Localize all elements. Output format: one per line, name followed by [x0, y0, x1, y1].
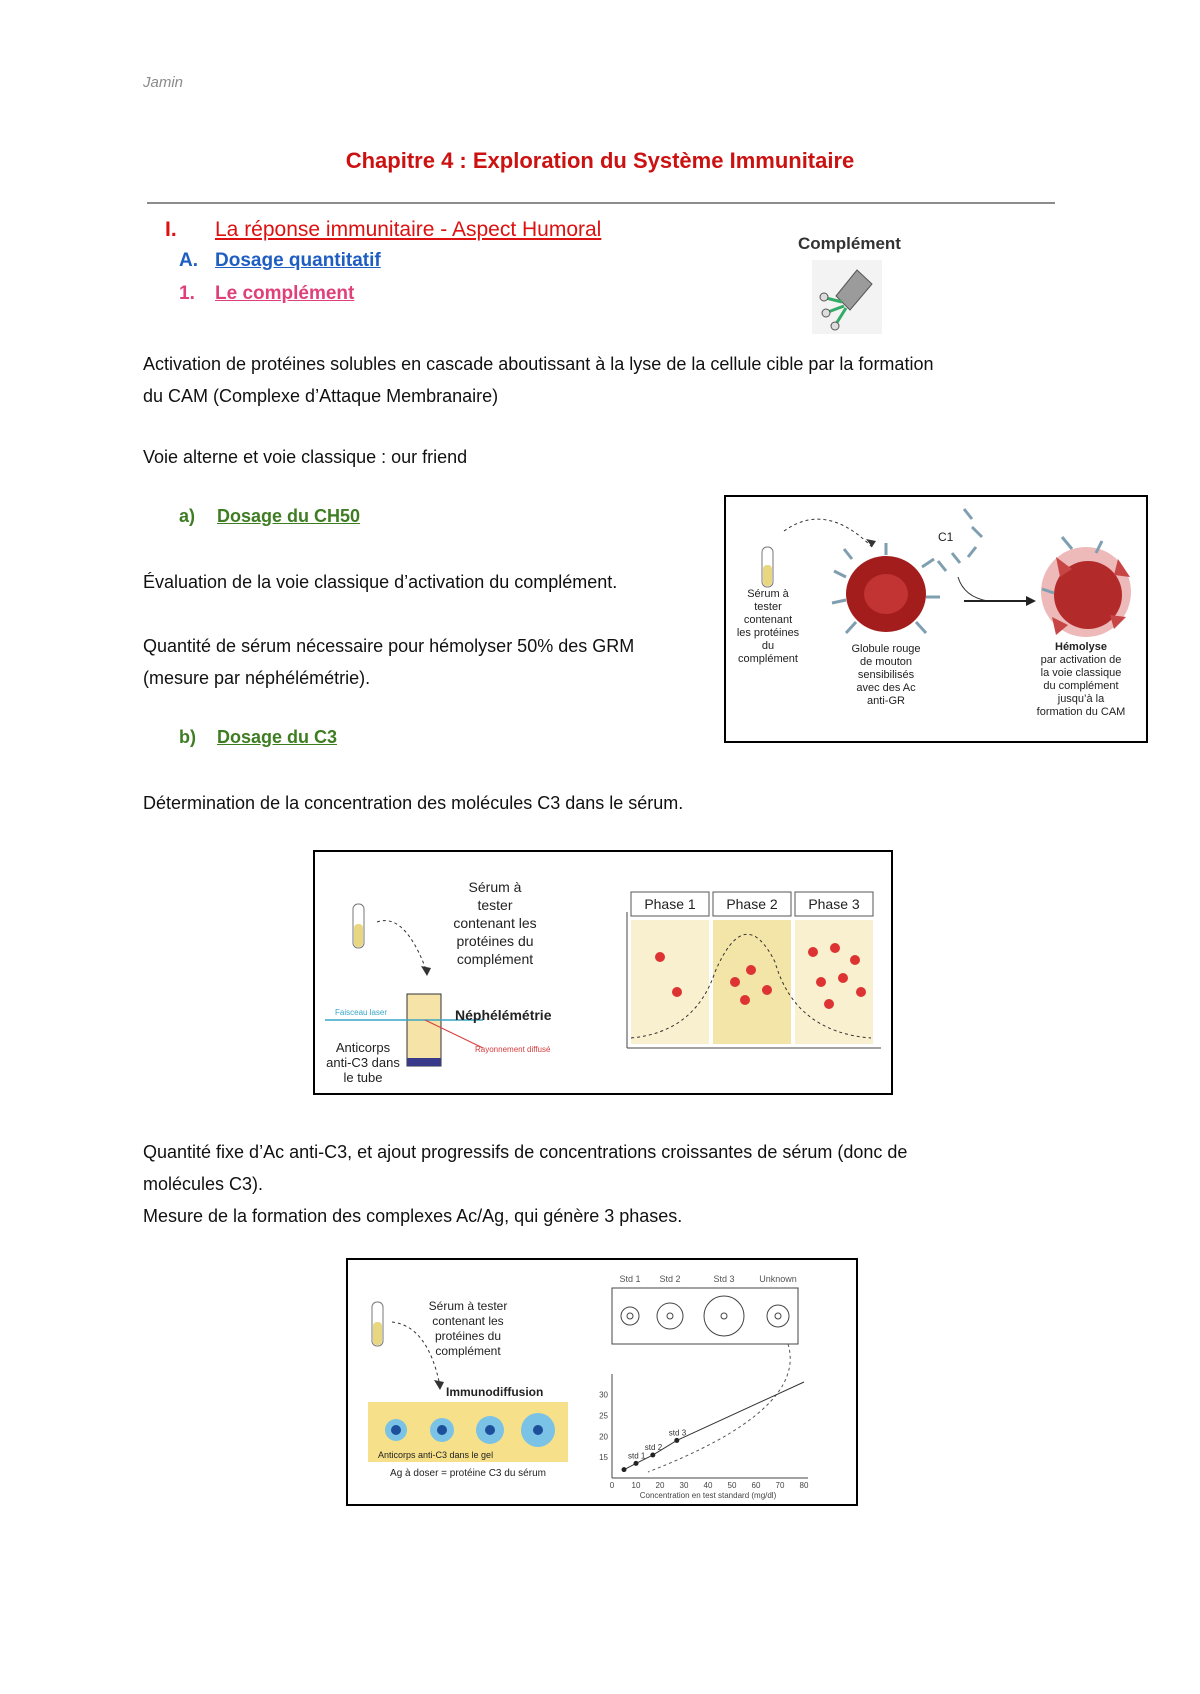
- chart-y-tick-label: 25: [599, 1411, 608, 1421]
- standard-curve-chart: [599, 1374, 809, 1500]
- author-name: Jamin: [143, 74, 184, 91]
- chart-y-tick-label: 15: [599, 1453, 608, 1463]
- figure1-serum-line: tester: [754, 601, 782, 613]
- chart-data-point: [634, 1461, 639, 1466]
- figure1-globule-line: anti-GR: [867, 695, 905, 707]
- paragraph-c3-mesure: Mesure de la formation des complexes Ac/Ag, qui génère 3 phases.: [143, 1206, 683, 1226]
- figure1-serum-line: contenant: [743, 614, 793, 626]
- section-heading-A: [179, 250, 381, 272]
- chart-data-point: [650, 1453, 655, 1458]
- chart-x-tick-label: 70: [775, 1481, 785, 1490]
- figure3-serum-line: complément: [435, 1344, 501, 1358]
- figure2-anticorps-line: anti-C3 dans: [326, 1055, 400, 1070]
- figure2-anticorps-line: le tube: [343, 1070, 383, 1085]
- chart-x-tick-label: 40: [703, 1481, 713, 1490]
- figure-nephelemetrie-diagram: [315, 852, 891, 1093]
- paragraph-c3-fixed-2: molécules C3).: [143, 1174, 264, 1194]
- figure1-hemolyse-line: du complément: [1043, 680, 1119, 692]
- figure3-method-label: Immunodiffusion: [446, 1385, 544, 1399]
- section-number: 1.: [179, 283, 195, 304]
- figure1-c1-label: C1: [938, 530, 954, 544]
- chart-point-label: std 1: [628, 1451, 646, 1461]
- figure-immunodiffusion-diagram: [348, 1260, 856, 1504]
- chart-y-tick-label: 30: [599, 1390, 608, 1400]
- section-heading-a: [179, 506, 360, 527]
- complement-icon-label: Complément: [798, 234, 901, 253]
- figure-ch50-diagram: [726, 497, 1146, 741]
- section-number: I.: [165, 218, 177, 241]
- paragraph-activation-2: du CAM (Complexe d’Attaque Membranaire): [143, 386, 499, 406]
- chart-y-tick-label: 20: [599, 1432, 608, 1442]
- figure1-globule-line: Globule rouge: [851, 643, 921, 655]
- figure2-anticorps-line: Anticorps: [335, 1040, 391, 1055]
- paragraph-c3-fixed-1: Quantité fixe d’Ac anti-C3, et ajout progressifs de concentrations croissantes de sérum (donc de: [143, 1142, 908, 1162]
- chart-point-label: std 2: [644, 1443, 663, 1453]
- figure1-globule-line: de mouton: [860, 656, 912, 668]
- chart-point-label: std 3: [668, 1428, 687, 1438]
- figure3-well-label: Std 1: [619, 1274, 641, 1284]
- figure1-hemolyse-line: jusqu’à la: [1057, 693, 1105, 705]
- figure2-serum-line: complément: [456, 951, 534, 967]
- figure3-serum-line: Sérum à tester: [428, 1299, 508, 1313]
- chart-x-tick-label: 0: [609, 1481, 615, 1490]
- figure3-serum-line: contenant les: [432, 1314, 504, 1328]
- section-number: A.: [179, 250, 198, 271]
- figure2-serum-line: Sérum à: [468, 879, 522, 895]
- chart-x-tick-label: 20: [655, 1481, 665, 1490]
- figure1-serum-line: les protéines: [736, 627, 800, 639]
- section-heading-b: [179, 727, 337, 748]
- figure3-serum-line: protéines du: [434, 1329, 502, 1343]
- section-title: La réponse immunitaire - Aspect Humoral: [215, 218, 602, 241]
- figure1-hemolyse-line: par activation de: [1040, 654, 1122, 666]
- figure3-well-label: Std 3: [713, 1274, 735, 1284]
- section-heading-1: [179, 283, 354, 305]
- paragraph-ch50-qty-2: (mesure par néphélémétrie).: [143, 668, 371, 688]
- figure1-globule-line: avec des Ac: [856, 682, 916, 694]
- chart-x-tick-label: 30: [679, 1481, 689, 1490]
- figure2-serum-line: tester: [477, 897, 513, 913]
- complement-molecule-icon: [812, 260, 882, 334]
- paragraph-ch50-eval: Évaluation de la voie classique d’activation du complément.: [143, 572, 618, 592]
- section-title: Le complément: [215, 283, 355, 304]
- figure2-detector-label: Rayonnement diffusé: [475, 1045, 551, 1054]
- chart-x-tick-label: 80: [799, 1481, 809, 1490]
- figure2-laser-label: Faisceau laser: [335, 1008, 388, 1017]
- chart-x-tick-label: 50: [727, 1481, 737, 1490]
- figure-ch50: [724, 495, 1148, 743]
- section-number: b): [179, 727, 196, 747]
- chart-data-point: [622, 1467, 627, 1472]
- figure3-well-label: Unknown: [759, 1274, 797, 1284]
- title-divider: [147, 202, 1055, 204]
- paragraph-voies: Voie alterne et voie classique : our friend: [143, 447, 468, 467]
- figure3-bottom-caption: Ag à doser = protéine C3 du sérum: [390, 1468, 546, 1479]
- figure-immunodiffusion: [346, 1258, 858, 1506]
- chapter-title: Chapitre 4 : Exploration du Système Immunitaire: [345, 148, 855, 173]
- figure2-phase-label: Phase 2: [726, 896, 778, 912]
- figure1-serum-line: complément: [738, 653, 798, 665]
- section-heading-I: [165, 218, 601, 242]
- chart-data-point: [674, 1438, 679, 1443]
- figure2-serum-line: contenant les: [453, 915, 537, 931]
- figure2-phase-label: Phase 3: [808, 896, 860, 912]
- figure2-phase-label: Phase 1: [644, 896, 696, 912]
- figure1-serum-line: Sérum à: [747, 588, 789, 600]
- chart-x-tick-label: 60: [751, 1481, 761, 1490]
- paragraph-ch50-qty-1: Quantité de sérum nécessaire pour hémolyser 50% des GRM: [143, 636, 635, 656]
- section-title: Dosage du C3: [217, 727, 338, 747]
- figure1-serum-line: du: [761, 640, 775, 652]
- figure1-hemolyse-title: Hémolyse: [1055, 641, 1107, 653]
- figure2-method-label: Néphélémétrie: [455, 1007, 552, 1023]
- figure3-well-label: Std 2: [659, 1274, 681, 1284]
- figure3-gel-caption: Anticorps anti-C3 dans le gel: [378, 1450, 494, 1460]
- figure1-hemolyse-line: formation du CAM: [1036, 706, 1126, 718]
- section-number: a): [179, 506, 196, 526]
- figure2-serum-line: protéines du: [456, 933, 534, 949]
- figure1-hemolyse-line: la voie classique: [1040, 667, 1122, 679]
- paragraph-activation-1: Activation de protéines solubles en cascade aboutissant à la lyse de la cellule cible par la formation: [143, 354, 934, 374]
- section-title: Dosage du CH50: [217, 506, 361, 526]
- chart-x-tick-label: 10: [631, 1481, 641, 1490]
- figure1-globule-line: sensibilisés: [857, 669, 915, 681]
- figure-nephelemetrie: [313, 850, 893, 1095]
- paragraph-c3-det: Détermination de la concentration des molécules C3 dans le sérum.: [143, 793, 684, 813]
- section-title: Dosage quantitatif: [215, 250, 381, 271]
- chart-x-axis-label: Concentration en test standard (mg/dl): [639, 1491, 777, 1500]
